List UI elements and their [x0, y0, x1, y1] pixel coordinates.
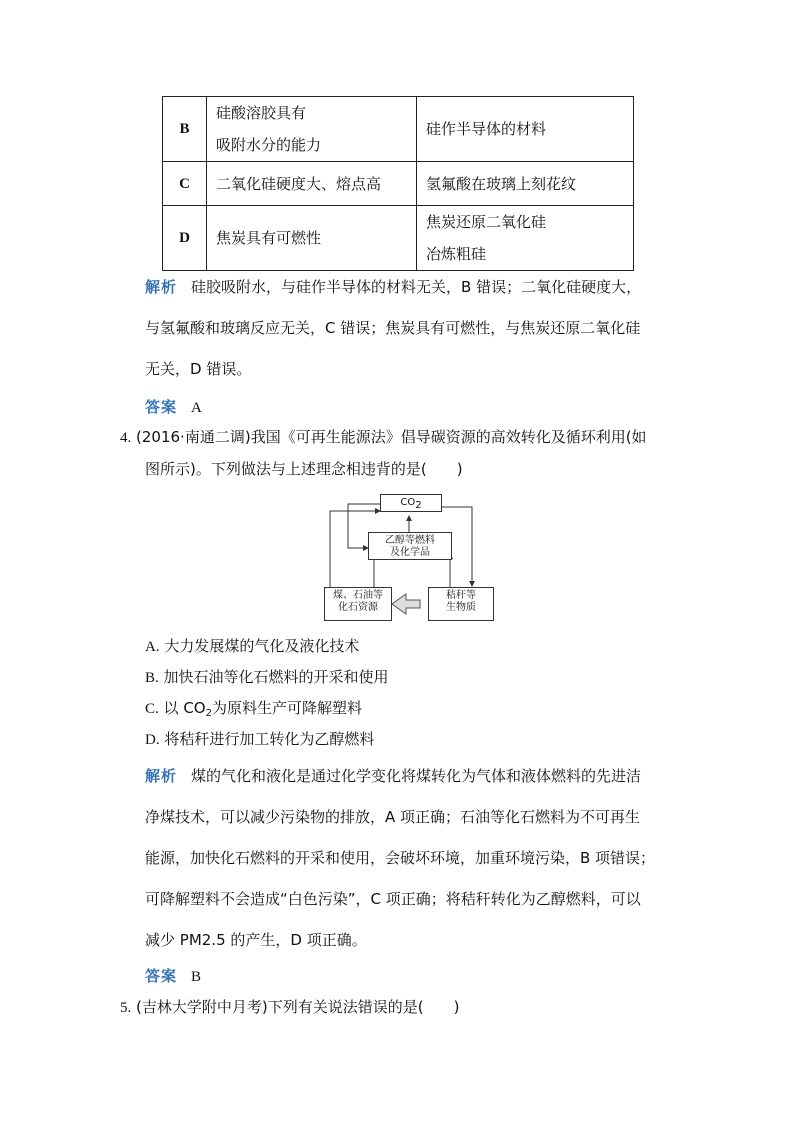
answer-value: B — [191, 969, 202, 985]
row-letter: D — [163, 206, 207, 271]
answer-label: 答案 — [145, 967, 178, 985]
carbon-cycle-diagram — [322, 490, 496, 622]
q5-stem-line — [120, 996, 459, 1017]
option-text: 加快石油等化石燃料的开采和使用 — [163, 668, 389, 686]
application-line: 冶炼粗硅 — [426, 245, 487, 263]
row-property — [207, 97, 417, 162]
q4-stem-line: 图所示)。下列做法与上述理念相违背的是( ) — [145, 460, 463, 478]
row-application: 硅作半导体的材料 — [417, 97, 634, 162]
fuel-label: 及化学品 — [390, 547, 430, 558]
option-text: 为原料生产可降解塑料 — [211, 699, 362, 717]
option-c — [145, 697, 362, 719]
row-property: 二氧化硅硬度大、熔点高 — [207, 162, 417, 206]
fuel-label: 乙醇等燃料 — [385, 535, 435, 546]
property-line: 硅酸溶胶具有 — [216, 104, 307, 122]
question-number: 4. — [120, 430, 132, 446]
q4-analysis-line: 净煤技术，可以减少污染物的排放，A 项正确；石油等化石燃料为不可再生 — [145, 808, 641, 826]
option-text: 以 CO — [163, 699, 206, 717]
biomass-label: 秸秆等 — [446, 590, 476, 601]
analysis-text: 硅胶吸附水，与硅作半导体的材料无关，B 错误；二氧化硅硬度大， — [191, 278, 642, 296]
option-text: 大力发展煤的气化及液化技术 — [164, 637, 360, 655]
row-letter: C — [163, 162, 207, 206]
q4-analysis-line: 能源，加快化石燃料的开采和使用，会破坏环境，加重环境污染，B 项错误； — [145, 849, 656, 867]
fossil-label: 化石资源 — [338, 602, 378, 613]
row-application — [417, 206, 634, 271]
q3-analysis-line: 无关，D 错误。 — [145, 360, 252, 378]
co2-label: CO — [400, 497, 416, 508]
analysis-text: 煤的气化和液化是通过化学变化将煤转化为气体和液体燃料的先进洁 — [191, 767, 642, 785]
co2-subscript: 2 — [415, 500, 422, 511]
q4-stem-line — [120, 426, 647, 447]
biomass-box — [428, 587, 494, 621]
option-d — [145, 728, 374, 749]
q4-analysis-line — [145, 765, 641, 786]
q3-analysis-line — [145, 276, 641, 297]
table-row — [163, 162, 634, 206]
table-row — [163, 206, 634, 271]
q4-answer — [145, 965, 201, 986]
question-source: (吉林大学附中月考) — [136, 998, 268, 1016]
options-table — [162, 96, 634, 271]
option-key: D. — [145, 732, 160, 748]
option-key: C. — [145, 701, 159, 717]
analysis-label: 解析 — [145, 278, 178, 296]
option-a — [145, 635, 359, 656]
application-line: 焦炭还原二氧化硅 — [426, 213, 547, 231]
question-source: (2016·南通二调) — [136, 428, 251, 446]
q4-analysis-line: 可降解塑料不会造成“白色污染”，C 项正确；将秸秆转化为乙醇燃料，可以 — [145, 890, 641, 908]
q3-analysis-line: 与氢氟酸和玻璃反应无关，C 错误；焦炭具有可燃性，与焦炭还原二氧化硅 — [145, 319, 641, 337]
q3-answer — [145, 396, 202, 417]
property-line: 吸附水分的能力 — [216, 136, 322, 154]
fossil-label: 煤、石油等 — [333, 590, 383, 601]
question-stem: 下列有关说法错误的是( ) — [267, 998, 460, 1016]
option-b — [145, 666, 389, 687]
table-row — [163, 97, 634, 162]
biomass-label: 生物质 — [446, 602, 476, 613]
co2-box — [380, 494, 442, 512]
question-stem: 我国《可再生能源法》倡导碳资源的高效转化及循环利用(如 — [250, 428, 647, 446]
answer-value: A — [191, 400, 202, 416]
q4-analysis-line: 减少 PM2.5 的产生，D 项正确。 — [145, 931, 367, 949]
fuel-box — [368, 532, 452, 560]
option-text: 将秸秆进行加工转化为乙醇燃料 — [164, 730, 375, 748]
question-number: 5. — [120, 1000, 132, 1016]
analysis-label: 解析 — [145, 767, 178, 785]
fossil-box — [324, 587, 392, 621]
row-property: 焦炭具有可燃性 — [207, 206, 417, 271]
row-letter: B — [163, 97, 207, 162]
option-subscript: 2 — [205, 708, 212, 719]
row-application: 氢氟酸在玻璃上刻花纹 — [417, 162, 634, 206]
option-key: B. — [145, 670, 159, 686]
option-key: A. — [145, 639, 160, 655]
answer-label: 答案 — [145, 398, 178, 416]
